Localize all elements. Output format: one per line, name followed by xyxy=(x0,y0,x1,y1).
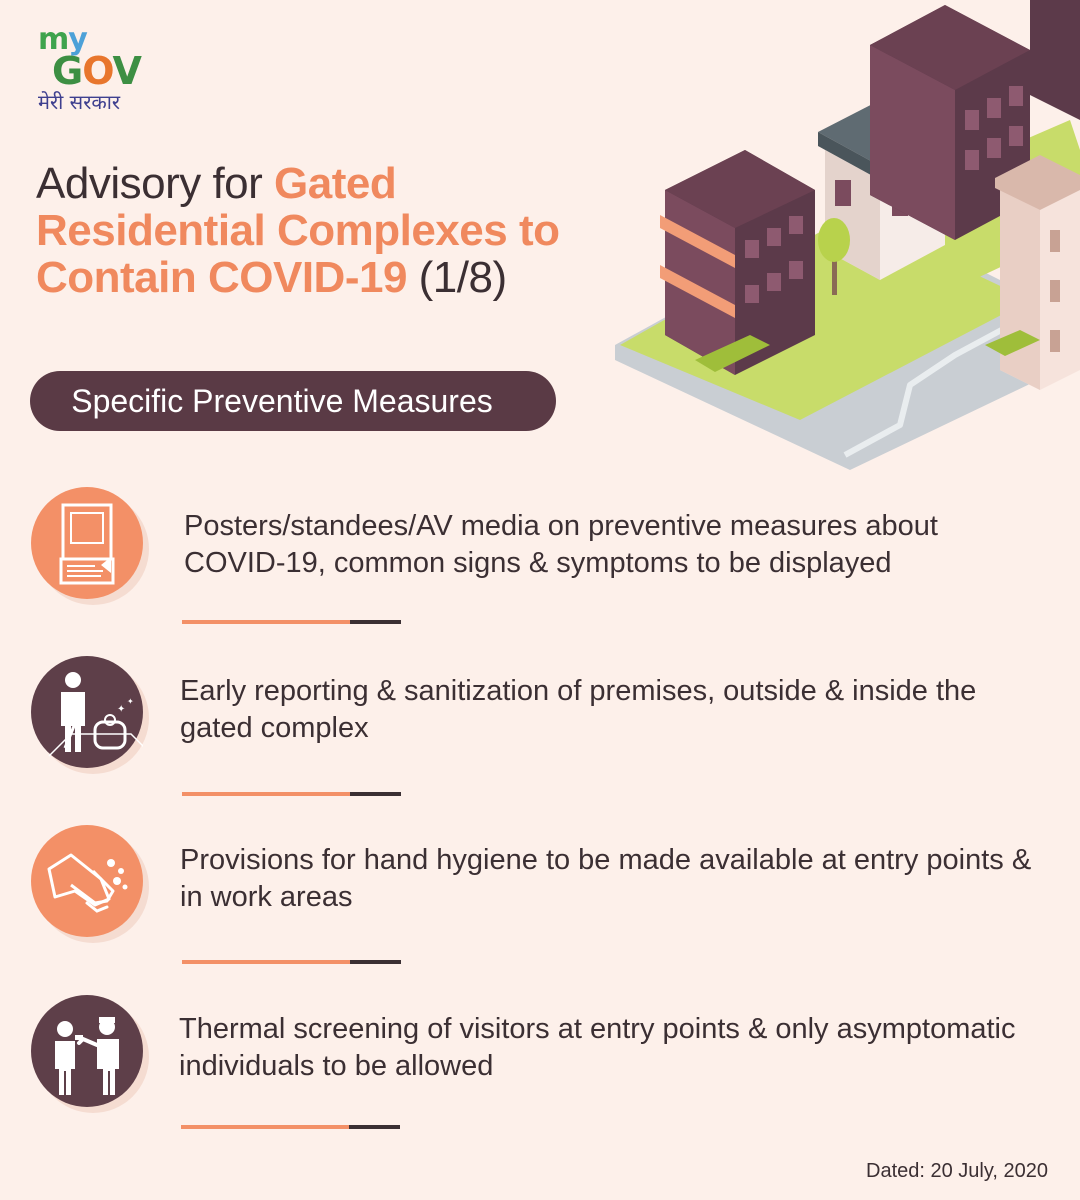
divider xyxy=(182,792,401,796)
measure-text: Thermal screening of visitors at entry points & only asymptomatic individuals to be allowed xyxy=(179,1013,1016,1082)
hand-wash-icon xyxy=(31,825,143,937)
title-lead: Advisory for xyxy=(36,159,275,208)
poster-icon xyxy=(31,487,143,599)
date-label: Dated: 20 July, 2020 xyxy=(866,1160,1048,1182)
page-title xyxy=(36,160,636,301)
sanitization-worker-icon xyxy=(31,656,143,768)
title-highlight: Gated Residential Complexes to Contain COVID-19 xyxy=(36,159,560,302)
logo-subtitle: मेरी सरकार xyxy=(38,90,121,114)
divider xyxy=(182,960,401,964)
thermal-screening-icon xyxy=(31,995,143,1107)
measure-text: Early reporting & sanitization of premises, outside & inside the gated complex xyxy=(180,675,977,744)
logo-gov: GOV xyxy=(52,49,141,93)
measure-text: Provisions for hand hygiene to be made available at entry points & in work areas xyxy=(180,844,1032,913)
divider xyxy=(182,620,401,624)
svg-text:✦: ✦ xyxy=(117,704,126,715)
title-suffix: (1/8) xyxy=(406,253,507,302)
divider xyxy=(181,1125,400,1129)
mygov-logo xyxy=(38,22,168,114)
logo-my: my xyxy=(38,22,87,57)
svg-text:✦: ✦ xyxy=(127,697,134,706)
section-heading: Specific Preventive Measures xyxy=(30,371,556,431)
measure-text: Posters/standees/AV media on preventive measures about COVID-19, common signs & symptoms to be displayed xyxy=(184,510,938,579)
buildings-illustration-icon xyxy=(600,0,1080,470)
